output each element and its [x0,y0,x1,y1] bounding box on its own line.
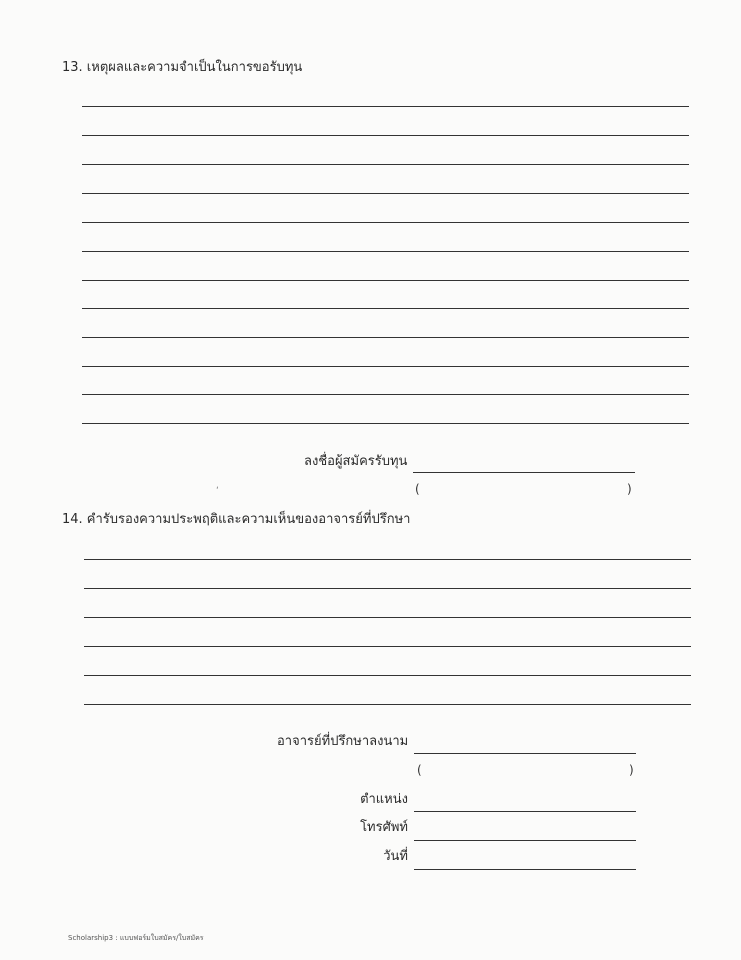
date-label: วันที่ [383,849,408,864]
answer-line[interactable] [82,251,689,252]
answer-line[interactable] [82,394,689,395]
answer-line[interactable] [84,675,691,676]
applicant-name-paren-close: ) [627,482,632,496]
answer-line[interactable] [82,135,689,136]
answer-line[interactable] [82,337,689,338]
position-label: ตำแหน่ง [360,792,408,807]
answer-line[interactable] [82,280,689,281]
answer-line[interactable] [82,106,689,107]
section-13-title: 13. เหตุผลและความจำเป็นในการขอรับทุน [62,60,303,75]
advisor-name-paren-open: ( [417,763,422,777]
answer-line[interactable] [84,588,691,589]
applicant-signature-label: ลงชื่อผู้สมัครรับทุน [304,454,408,469]
answer-line[interactable] [82,193,689,194]
phone-line[interactable] [414,840,636,841]
applicant-signature-line[interactable] [413,472,635,473]
phone-label: โทรศัพท์ [360,820,408,835]
advisor-signature-line[interactable] [414,753,636,754]
answer-line[interactable] [82,308,689,309]
answer-line[interactable] [82,423,689,424]
answer-line[interactable] [84,617,691,618]
position-line[interactable] [414,811,636,812]
footer-text: Scholarship3 : แบบฟอร์มใบสมัคร/ใบสมัคร [68,934,204,942]
applicant-name-field[interactable] [425,480,623,498]
advisor-name-paren-close: ) [629,763,634,777]
answer-line[interactable] [82,366,689,367]
answer-line[interactable] [82,222,689,223]
answer-line[interactable] [84,559,691,560]
applicant-name-paren-open: ( [415,482,420,496]
answer-line[interactable] [84,646,691,647]
answer-line[interactable] [84,704,691,705]
section-14-title: 14. คำรับรองความประพฤติและความเห็นของอาจารย์ที่ปรึกษา [62,512,411,527]
answer-line[interactable] [82,164,689,165]
scan-mark: ‘ [216,486,219,496]
advisor-signature-label: อาจารย์ที่ปรึกษาลงนาม [277,734,409,749]
advisor-name-field[interactable] [427,761,625,779]
date-line[interactable] [414,869,636,870]
